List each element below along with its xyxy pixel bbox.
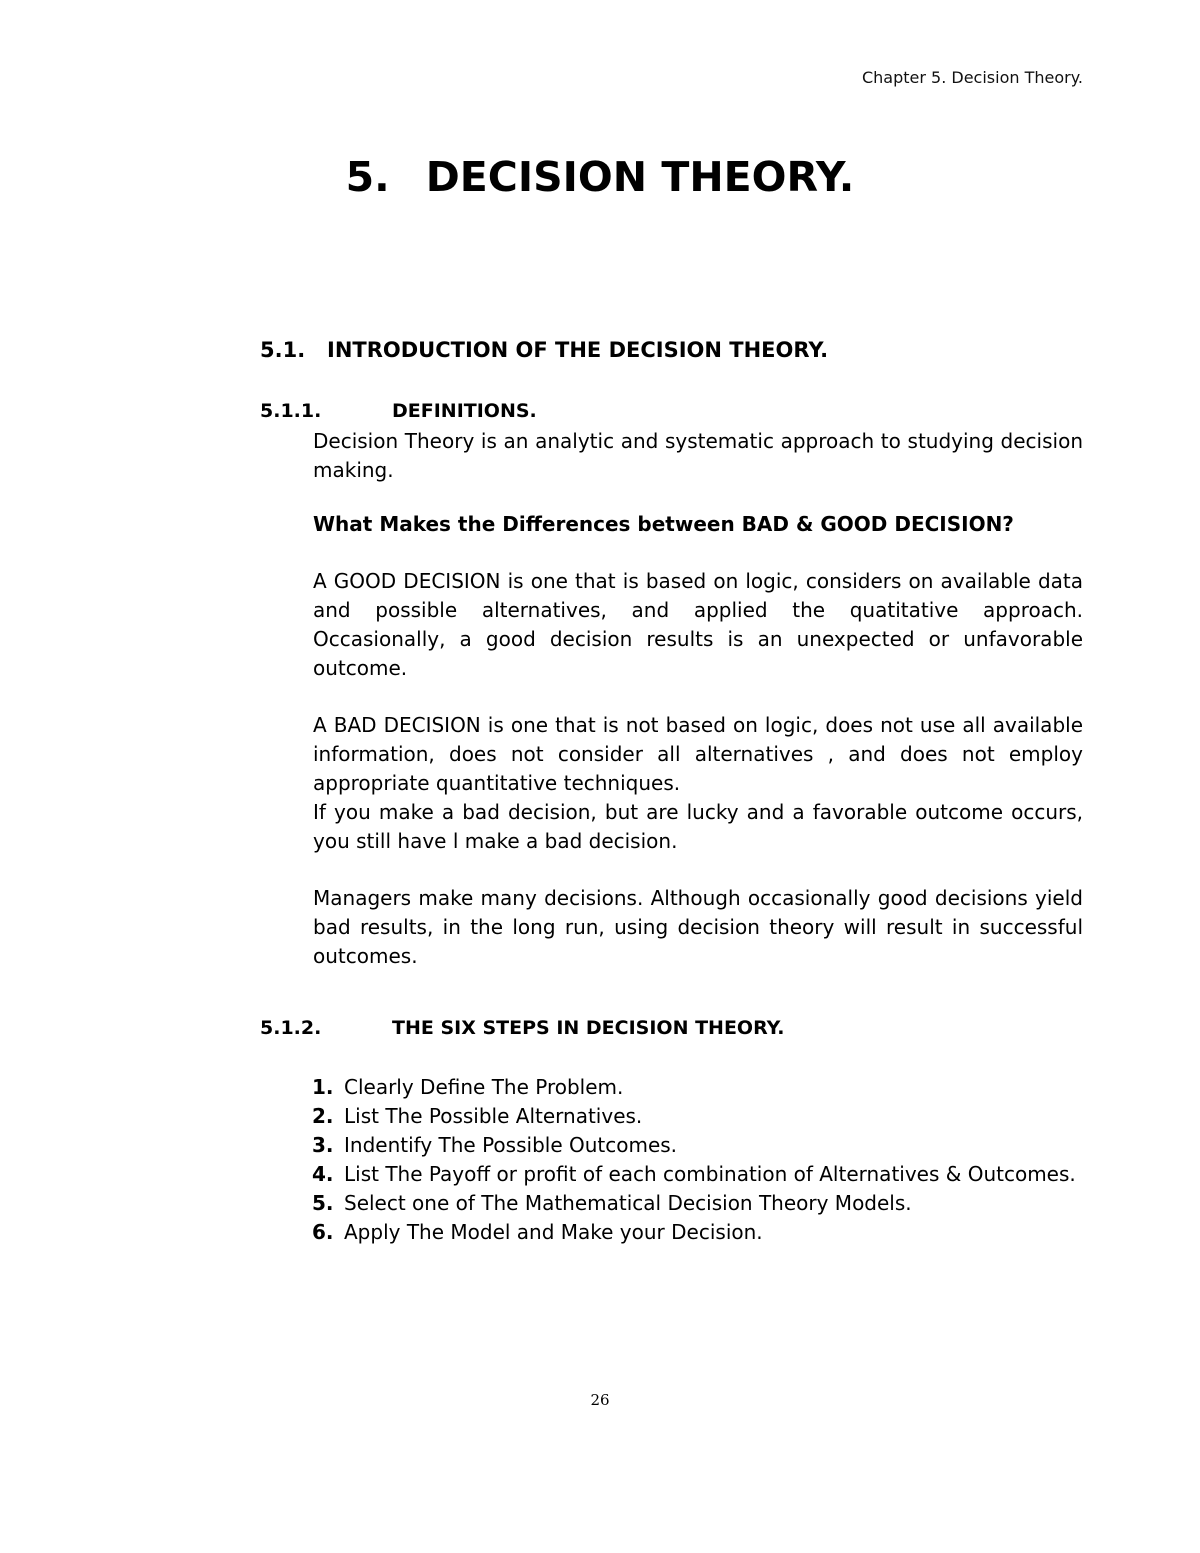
step-text: List The Payoff or profit of each combination of Alternatives & Outcomes. bbox=[344, 1162, 1076, 1186]
definition-paragraph: Decision Theory is an analytic and systematic approach to studying decision making. bbox=[313, 429, 1083, 482]
chapter-title bbox=[0, 153, 1200, 201]
steps-list bbox=[312, 1073, 1094, 1247]
step-text: Clearly Define The Problem. bbox=[344, 1075, 624, 1099]
good-decision-paragraph: A GOOD DECISION is one that is based on logic, considers on available data and possible alternatives, and applied the quatitative approach. Occasionally, a good decision results is an unexpected or unfavorable outcome. bbox=[313, 569, 1083, 680]
chapter-title-text: DECISION THEORY. bbox=[425, 153, 855, 201]
list-item bbox=[312, 1189, 1094, 1218]
steps-number: 5.1.2. bbox=[260, 1017, 322, 1039]
list-item bbox=[312, 1218, 1094, 1247]
page-number: 26 bbox=[590, 1391, 610, 1409]
step-number: 6. bbox=[312, 1220, 334, 1244]
chapter-number: 5. bbox=[345, 153, 390, 201]
step-number: 1. bbox=[312, 1075, 334, 1099]
step-number: 3. bbox=[312, 1133, 334, 1157]
bad-decision-paragraph: A BAD DECISION is one that is not based on logic, does not use all available information, does not consider all alternatives , and does not employ appropriate quantitative techniques. bbox=[313, 713, 1083, 795]
list-item bbox=[312, 1160, 1094, 1189]
list-item bbox=[312, 1102, 1094, 1131]
step-text: List The Possible Alternatives. bbox=[344, 1104, 643, 1128]
step-number: 2. bbox=[312, 1104, 334, 1128]
step-text: Select one of The Mathematical Decision Theory Models. bbox=[344, 1191, 912, 1215]
definitions-heading bbox=[260, 400, 537, 422]
bad-luck-paragraph: If you make a bad decision, but are lucky and a favorable outcome occurs, you still have l make a bad decision. bbox=[313, 800, 1083, 853]
definitions-number: 5.1.1. bbox=[260, 400, 322, 422]
list-item bbox=[312, 1131, 1094, 1160]
running-head: Chapter 5. Decision Theory. bbox=[861, 68, 1083, 87]
definitions-title: DEFINITIONS. bbox=[392, 400, 537, 422]
step-text: Indentify The Possible Outcomes. bbox=[344, 1133, 678, 1157]
question-heading: What Makes the Differences between BAD & GOOD DECISION? bbox=[313, 512, 1014, 536]
section-heading bbox=[260, 338, 828, 362]
list-item bbox=[312, 1073, 1094, 1102]
steps-heading bbox=[260, 1017, 785, 1039]
step-text: Apply The Model and Make your Decision. bbox=[344, 1220, 763, 1244]
section-number: 5.1. bbox=[260, 338, 306, 362]
section-title: INTRODUCTION OF THE DECISION THEORY. bbox=[327, 338, 829, 362]
step-number: 5. bbox=[312, 1191, 334, 1215]
steps-title: THE SIX STEPS IN DECISION THEORY. bbox=[392, 1017, 785, 1039]
managers-paragraph: Managers make many decisions. Although occasionally good decisions yield bad results, in the long run, using decision theory will result in successful outcomes. bbox=[313, 886, 1083, 968]
definitions-body bbox=[313, 427, 1083, 971]
step-number: 4. bbox=[312, 1162, 334, 1186]
